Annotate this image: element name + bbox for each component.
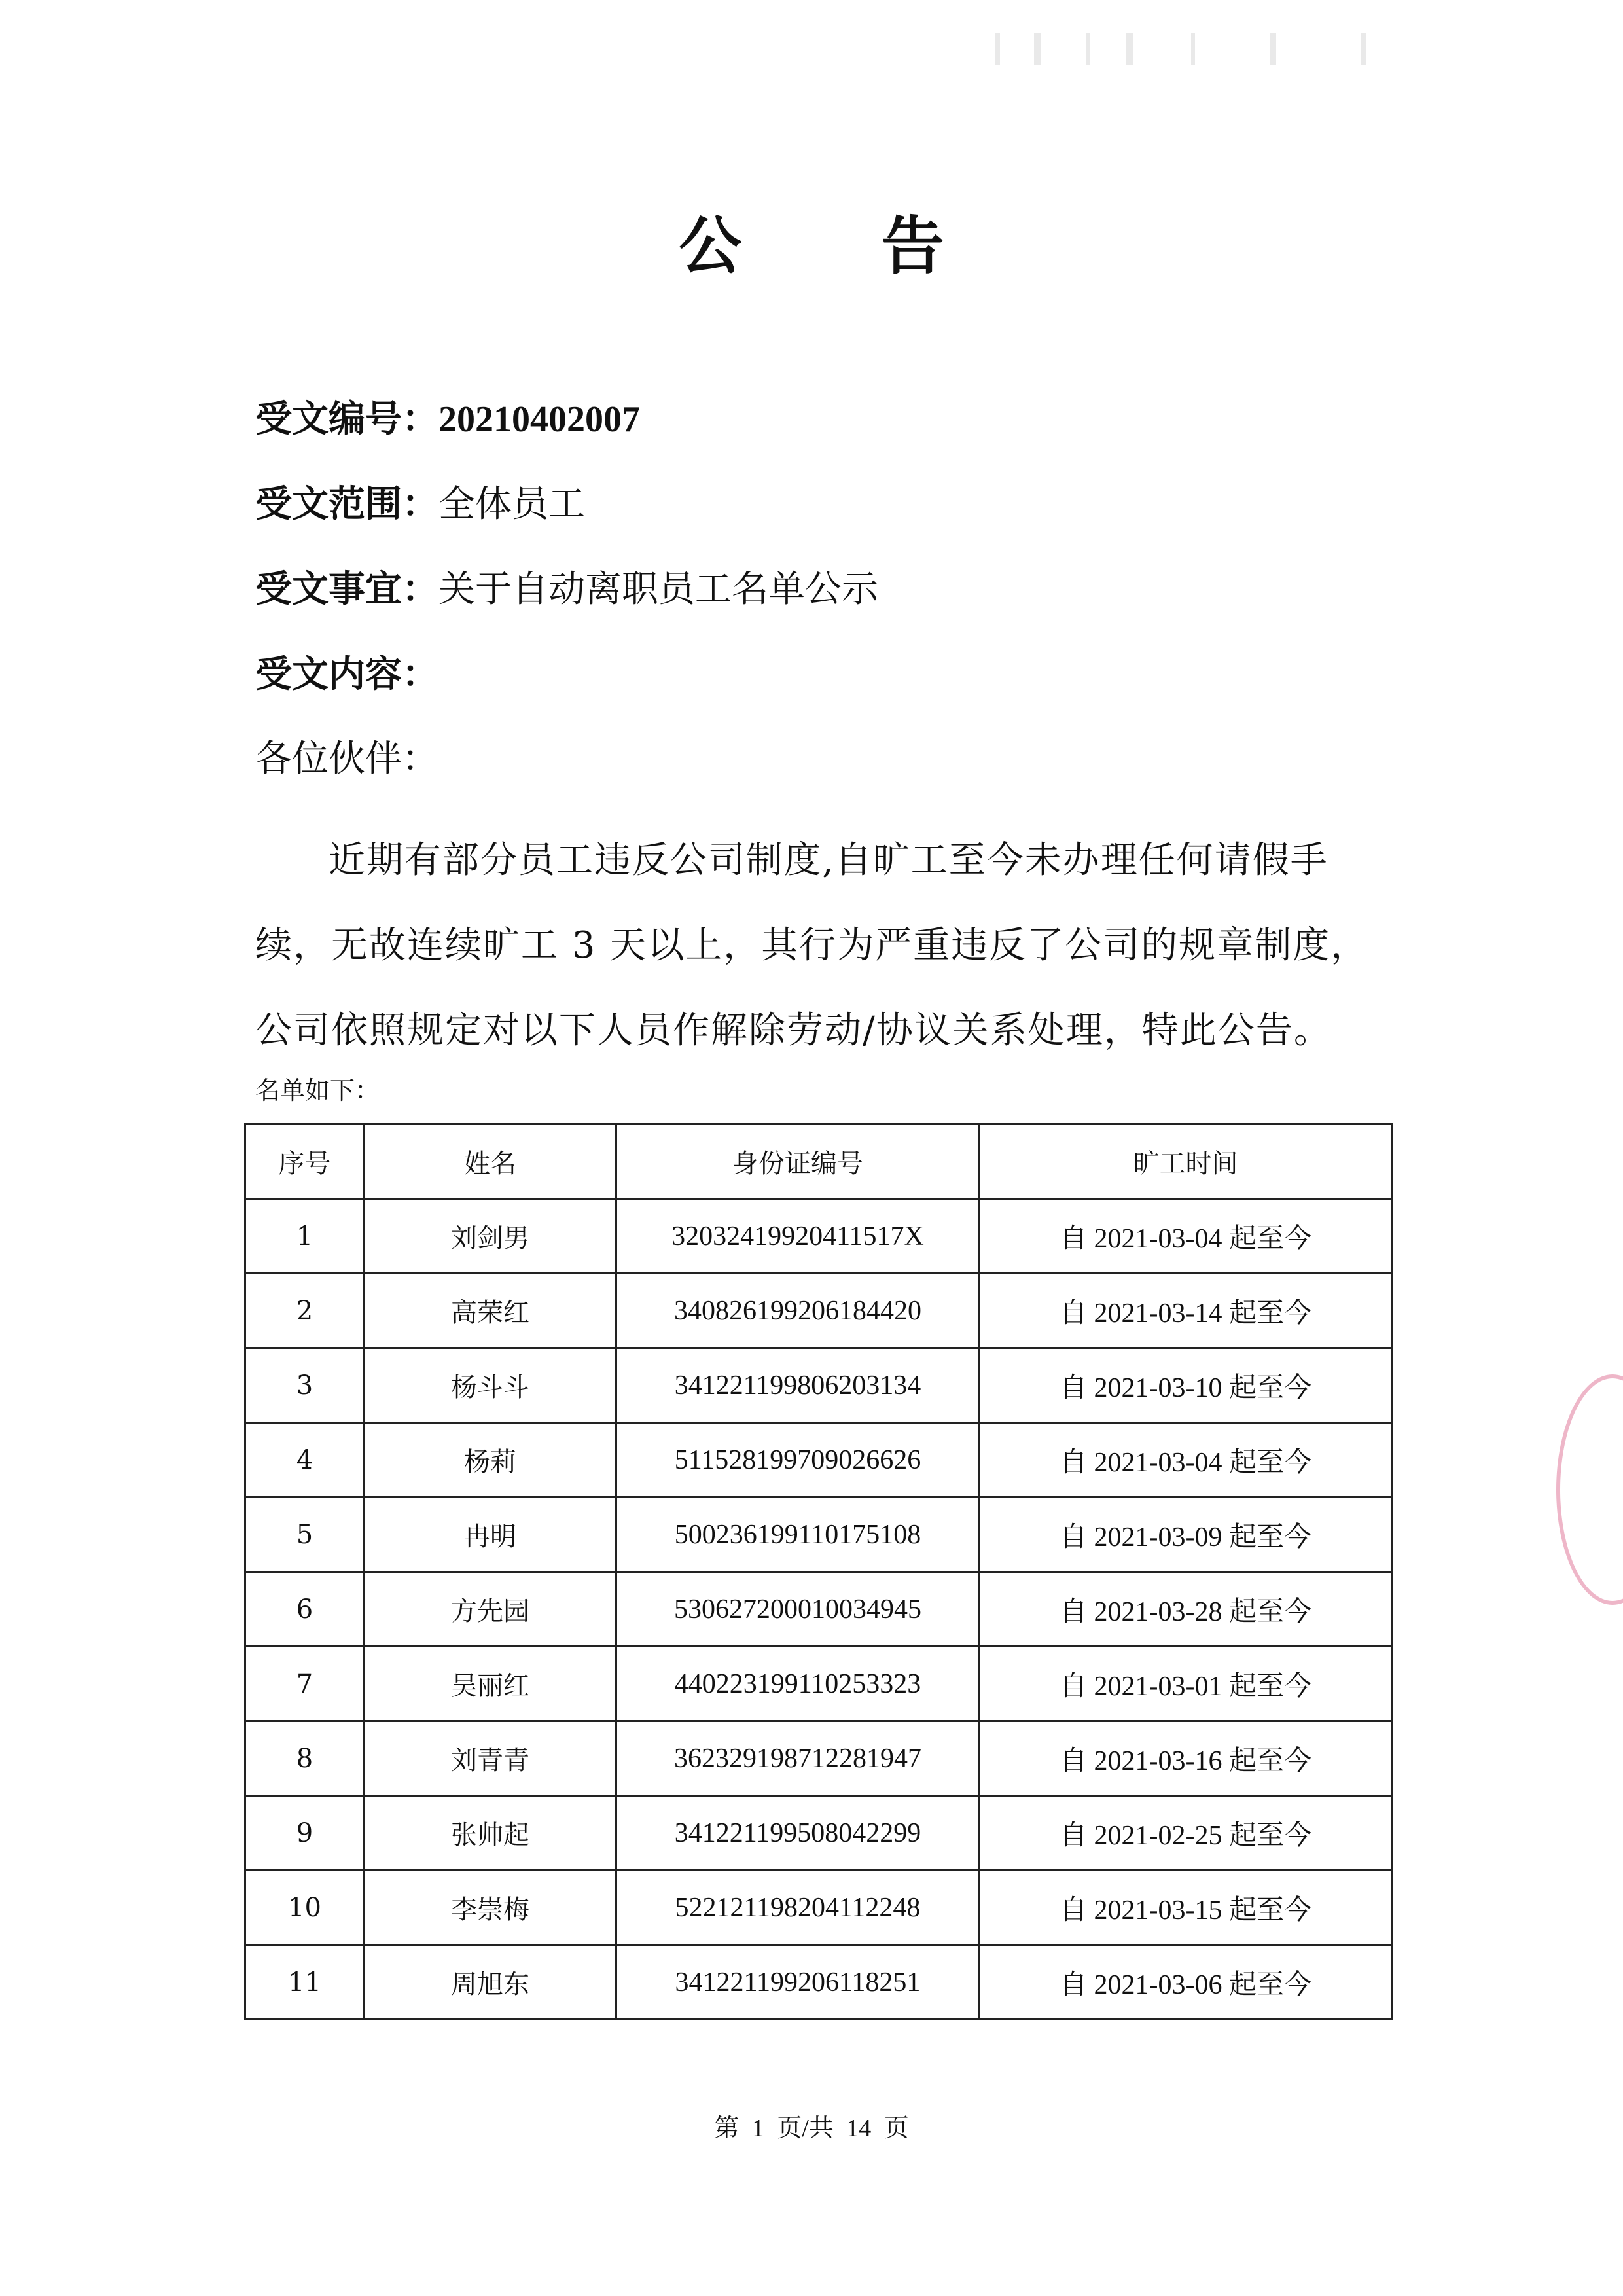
cell-absence-time: 自 2021-03-09 起至今 (980, 1498, 1392, 1572)
field-value: 全体员工 (438, 483, 585, 526)
cell-absence-time: 自 2021-03-04 起至今 (980, 1423, 1392, 1498)
table-row (245, 1945, 1392, 2020)
cell-name: 高荣红 (365, 1274, 616, 1348)
company-seal-partial (1556, 1374, 1623, 1605)
cell-index: 5 (245, 1498, 365, 1572)
cell-name: 方先园 (365, 1572, 616, 1647)
cell-absence-time: 自 2021-03-04 起至今 (980, 1199, 1392, 1274)
cell-index: 3 (245, 1348, 365, 1423)
field-label: 受文事宜： (255, 567, 438, 611)
cell-id-number: 440223199110253323 (616, 1647, 980, 1721)
cell-absence-time: 自 2021-02-25 起至今 (980, 1796, 1392, 1871)
header-name: 姓名 (365, 1124, 616, 1199)
cell-absence-time: 自 2021-03-10 起至今 (980, 1348, 1392, 1423)
table-row (245, 1796, 1392, 1871)
cell-name: 吴丽红 (365, 1647, 616, 1721)
cell-id-number: 341221199206118251 (616, 1945, 980, 2020)
cell-name: 刘青青 (365, 1721, 616, 1796)
cell-id-number: 341221199806203134 (616, 1348, 980, 1423)
header-id-number: 身份证编号 (616, 1124, 980, 1199)
field-doc-number (255, 393, 640, 446)
cell-absence-time: 自 2021-03-16 起至今 (980, 1721, 1392, 1796)
cell-absence-time: 自 2021-03-14 起至今 (980, 1274, 1392, 1348)
cell-id-number: 362329198712281947 (616, 1721, 980, 1796)
table-row (245, 1647, 1392, 1721)
cell-id-number: 522121198204112248 (616, 1871, 980, 1945)
cell-name: 杨斗斗 (365, 1348, 616, 1423)
scan-noise (995, 26, 1453, 72)
cell-name: 周旭东 (365, 1945, 616, 2020)
cell-index: 6 (245, 1572, 365, 1647)
cell-absence-time: 自 2021-03-15 起至今 (980, 1871, 1392, 1945)
cell-id-number: 511528199709026626 (616, 1423, 980, 1498)
table-row (245, 1572, 1392, 1647)
cell-absence-time: 自 2021-03-01 起至今 (980, 1647, 1392, 1721)
cell-id-number: 340826199206184420 (616, 1274, 980, 1348)
cell-index: 11 (245, 1945, 365, 2020)
field-subject (255, 563, 878, 616)
notice-body: 近期有部分员工违反公司制度,自旷工至今未办理任何请假手续，无故连续旷工 3 天以上，其行为严重违反了公司的规章制度，公司依照规定对以下人员作解除劳动/协议关系处理，特此公告。 (255, 839, 1369, 1052)
cell-index: 8 (245, 1721, 365, 1796)
cell-name: 杨莉 (365, 1423, 616, 1498)
table-header-row (245, 1124, 1392, 1199)
cell-index: 1 (245, 1199, 365, 1274)
table-row (245, 1498, 1392, 1572)
cell-id-number: 341221199508042299 (616, 1796, 980, 1871)
cell-absence-time: 自 2021-03-06 起至今 (980, 1945, 1392, 2020)
field-label: 受文编号： (255, 397, 438, 440)
table-row (245, 1871, 1392, 1945)
field-scope (255, 478, 585, 531)
cell-id-number: 32032419920411517X (616, 1199, 980, 1274)
cell-index: 4 (245, 1423, 365, 1498)
cell-index: 2 (245, 1274, 365, 1348)
field-value: 20210402007 (438, 399, 640, 440)
header-index: 序号 (245, 1124, 365, 1199)
greeting: 各位伙伴： (255, 738, 438, 780)
cell-id-number: 500236199110175108 (616, 1498, 980, 1572)
cell-index: 10 (245, 1871, 365, 1945)
table-row (245, 1721, 1392, 1796)
cell-index: 9 (245, 1796, 365, 1871)
cell-absence-time: 自 2021-03-28 起至今 (980, 1572, 1392, 1647)
cell-name: 刘剑男 (365, 1199, 616, 1274)
cell-index: 7 (245, 1647, 365, 1721)
table-row (245, 1348, 1392, 1423)
cell-name: 张帅起 (365, 1796, 616, 1871)
table-row (245, 1423, 1392, 1498)
cell-id-number: 530627200010034945 (616, 1572, 980, 1647)
field-label: 受文范围： (255, 482, 438, 526)
table-row (245, 1274, 1392, 1348)
list-label: 名单如下： (255, 1076, 380, 1105)
cell-name: 李崇梅 (365, 1871, 616, 1945)
field-label: 受文内容： (255, 653, 438, 696)
header-absence-time: 旷工时间 (980, 1124, 1392, 1199)
table-row (245, 1199, 1392, 1274)
cell-name: 冉明 (365, 1498, 616, 1572)
field-content (255, 648, 438, 701)
page-footer: 第 1 页/共 14 页 (714, 2115, 909, 2142)
document-title: 公 告 (679, 209, 1003, 283)
dismissal-table (244, 1123, 1393, 2020)
field-value: 关于自动离职员工名单公示 (438, 568, 878, 611)
